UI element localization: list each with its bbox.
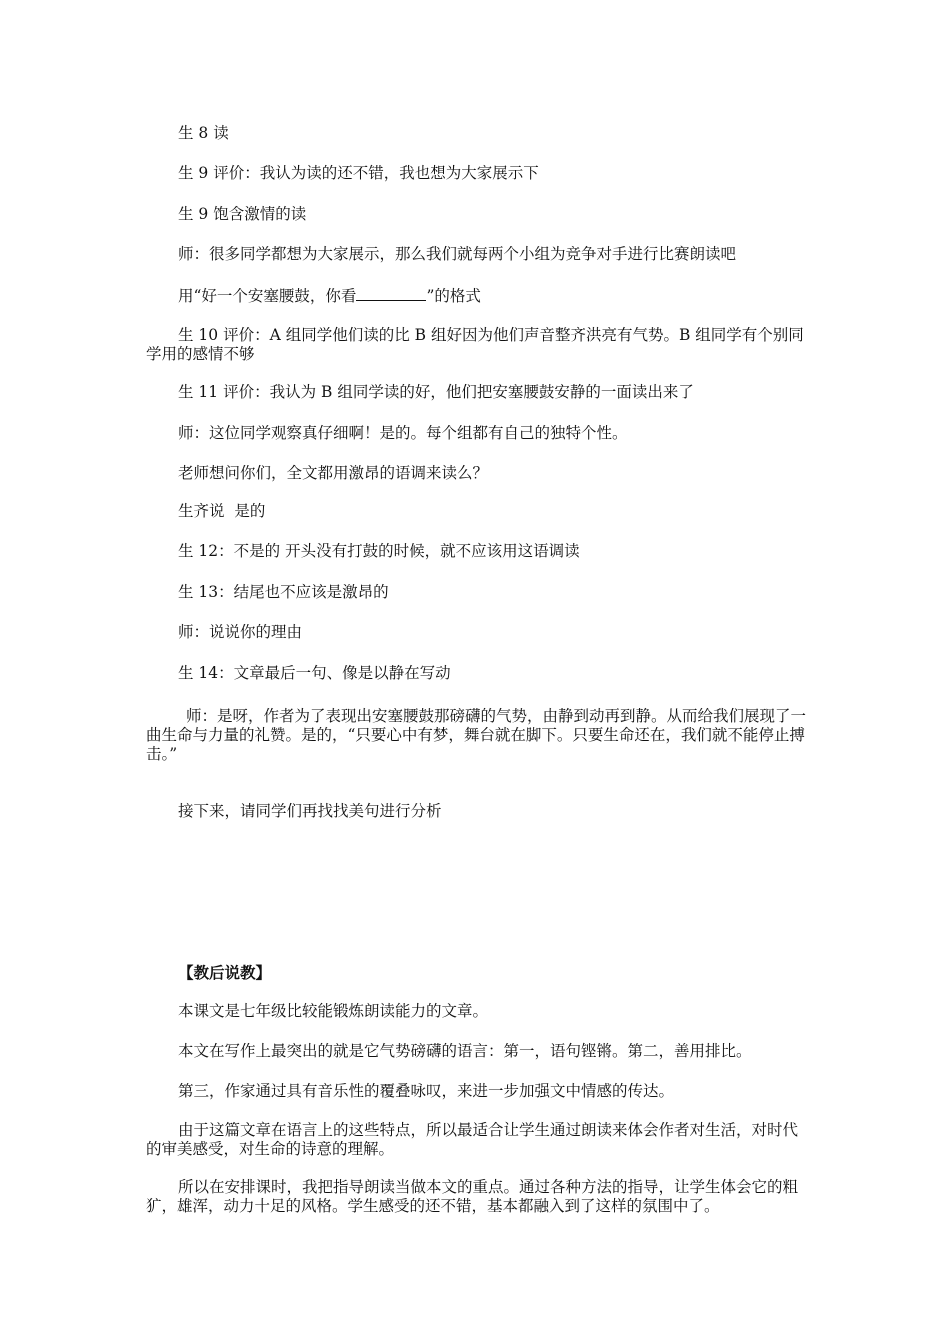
blank-prefix: 用“好一个安塞腰鼓，你看 (178, 287, 357, 305)
dialogue-line: 生 11 评价：我认为 B 组同学读的好，他们把安塞腰鼓安静的一面读出来了 (178, 383, 694, 401)
dialogue-line: 生 8 读 (178, 124, 229, 142)
dialogue-line: 生 9 饱含激情的读 (178, 205, 307, 223)
dialogue-line: 师：很多同学都想为大家展示，那么我们就每两个小组为竞争对手进行比赛朗读吧 (178, 245, 737, 263)
blank-suffix: ”的格式 (426, 287, 481, 305)
dialogue-line: 师：说说你的理由 (178, 623, 303, 641)
reflection-paragraph: 所以在安排课时，我把指导朗读当做本文的重点。通过各种方法的指导，让学生体会它的粗犷，雄浑，动力十足的风格。学生感受的还不错，基本都融入到了这样的氛围中了。 (146, 1178, 799, 1215)
dialogue-line: 生 13：结尾也不应该是激昂的 (178, 583, 389, 601)
reflection-paragraph: 由于这篇文章在语言上的这些特点，所以最适合让学生通过朗读来体会作者对生活，对时代的审美感受，对生命的诗意的理解。 (146, 1121, 799, 1158)
dialogue-line: 生 14：文章最后一句、像是以静在写动 (178, 664, 451, 682)
dialogue-line: 师：这位同学观察真仔细啊！是的。每个组都有自己的独特个性。 (178, 424, 628, 442)
dialogue-line: 接下来，请同学们再找找美句进行分析 (178, 802, 442, 820)
reflection-paragraph: 第三，作家通过具有音乐性的覆叠咏叹，来进一步加强文中情感的传达。 (178, 1082, 675, 1100)
fill-in-blank (356, 286, 426, 301)
dialogue-line: 生齐说 是的 (178, 502, 266, 520)
section-heading: 【教后说教】 (178, 963, 272, 982)
teacher-summary: 师：是呀，作者为了表现出安塞腰鼓那磅礴的气势，由静到动再到静。从而给我们展现了一曲生命与力量的礼赞。是的，“只要心中有梦，舞台就在脚下。只要生命还在，我们就不能停止搏击。” (146, 707, 807, 763)
dialogue-line: 老师想问你们，全文都用激昂的语调来读么？ (178, 464, 489, 482)
dialogue-line: 生 9 评价：我认为读的还不错，我也想为大家展示下 (178, 164, 539, 182)
dialogue-line: 生 12：不是的 开头没有打鼓的时候，就不应该用这语调读 (178, 542, 580, 560)
dialogue-line: 生 10 评价：A 组同学他们读的比 B 组好因为他们声音整齐洪亮有气势。B 组同学有个别同学用的感情不够 (146, 326, 804, 363)
reflection-paragraph: 本文在写作上最突出的就是它气势磅礴的语言：第一，语句铿锵。第二，善用排比。 (178, 1042, 752, 1060)
reflection-paragraph: 本课文是七年级比较能锻炼朗读能力的文章。 (178, 1002, 489, 1020)
dialogue-line-with-blank (146, 286, 810, 306)
